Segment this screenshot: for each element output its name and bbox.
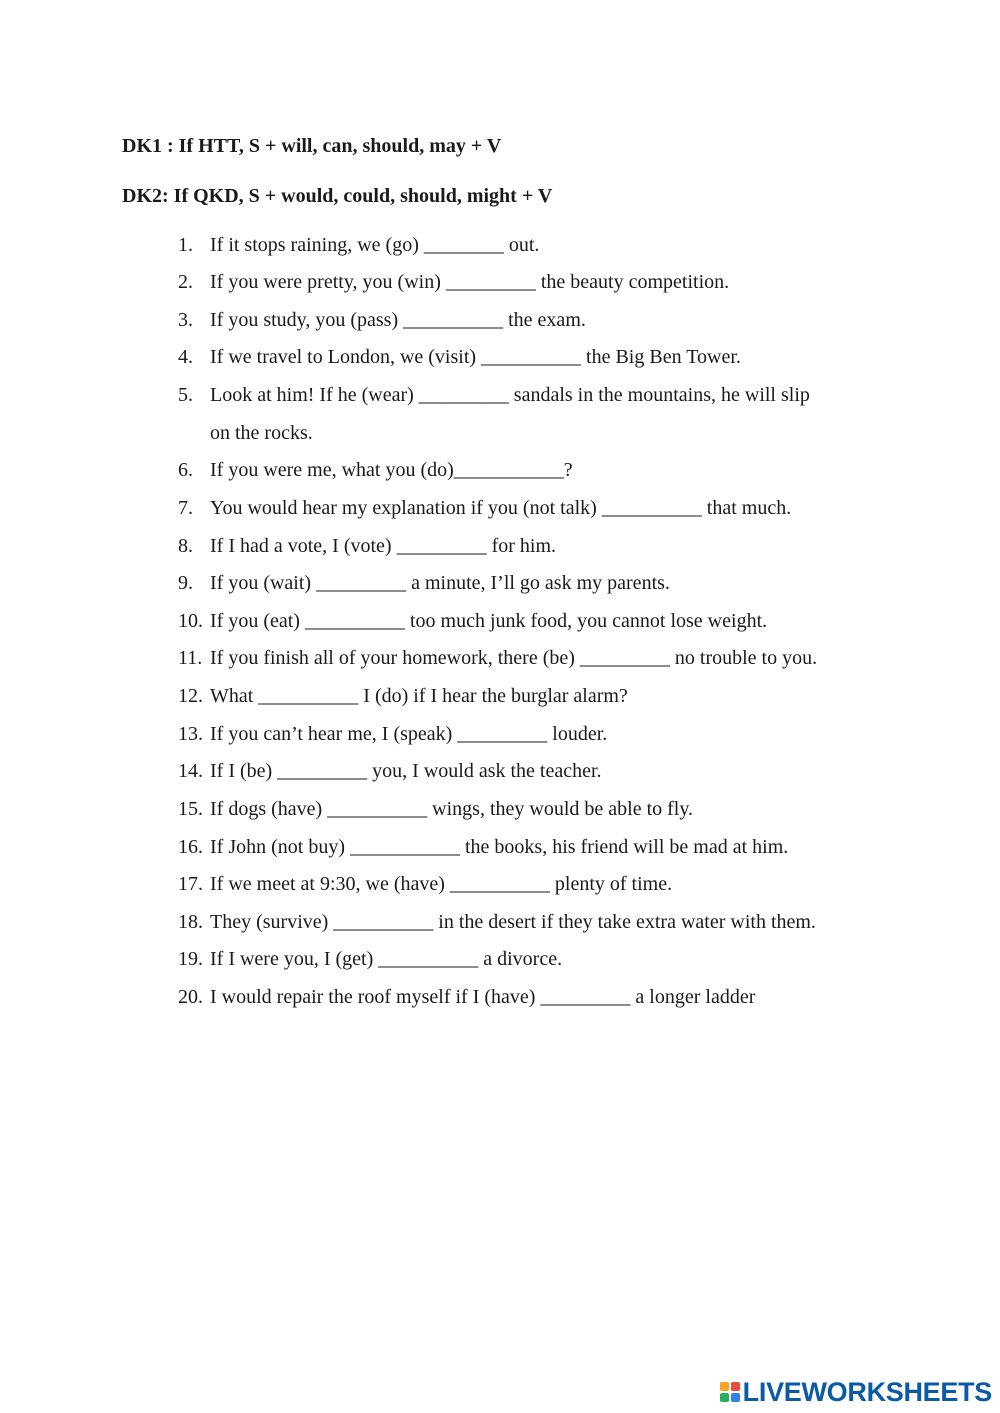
exercise-text: You would hear my explanation if you (not talk) __________ that much. <box>210 497 792 519</box>
exercise-number: 12. <box>178 685 203 707</box>
exercise-text: If John (not buy) ___________ the books, his friend will be mad at him. <box>210 836 789 858</box>
exercise-text: I would repair the roof myself if I (have) _________ a longer ladder <box>210 986 756 1008</box>
exercise-text: If it stops raining, we (go) ________ out. <box>210 234 540 256</box>
exercise-text: If you finish all of your homework, there (be) _________ no trouble to you. <box>210 647 818 669</box>
exercise-text: If you study, you (pass) __________ the exam. <box>210 309 586 331</box>
exercise-item <box>178 383 810 407</box>
exercise-item <box>178 458 573 482</box>
exercise-text: They (survive) __________ in the desert if they take extra water with them. <box>210 911 816 933</box>
liveworksheets-brand-text: LIVEWORKSHEETS <box>742 1376 992 1407</box>
exercise-number: 18. <box>178 911 203 933</box>
exercise-item <box>178 684 628 708</box>
exercise-item <box>178 609 767 633</box>
logo-square-icon <box>731 1393 740 1402</box>
exercise-text: Look at him! If he (wear) _________ sandals in the mountains, he will slip <box>210 384 810 406</box>
exercise-item <box>178 571 670 595</box>
exercise-number: 7. <box>178 497 193 519</box>
exercise-number: 5. <box>178 384 193 406</box>
logo-square-icon <box>720 1393 729 1402</box>
exercise-text: If dogs (have) __________ wings, they would be able to fly. <box>210 798 694 820</box>
logo-square-icon <box>720 1382 729 1391</box>
exercise-number: 6. <box>178 459 193 481</box>
exercise-item <box>178 910 816 934</box>
exercise-item <box>178 534 556 558</box>
exercise-item <box>178 985 755 1009</box>
exercise-number: 20. <box>178 986 203 1008</box>
exercise-number: 11. <box>178 647 203 669</box>
logo-square-icon <box>731 1382 740 1391</box>
exercise-number: 10. <box>178 610 203 632</box>
exercise-text: If I were you, I (get) __________ a divorce. <box>210 948 563 970</box>
exercise-number: 16. <box>178 836 203 858</box>
exercise-item <box>178 345 741 369</box>
exercise-text: If I had a vote, I (vote) _________ for him. <box>210 535 557 557</box>
exercise-item <box>178 872 672 896</box>
liveworksheets-logo[interactable] <box>720 1377 992 1407</box>
exercise-item <box>178 646 817 670</box>
exercise-number: 3. <box>178 309 193 331</box>
exercise-number: 8. <box>178 535 193 557</box>
exercise-number: 13. <box>178 723 203 745</box>
exercise-text: If you were me, what you (do)___________? <box>210 459 573 481</box>
exercise-item <box>178 835 788 859</box>
exercise-text-continued: on the rocks. <box>210 422 313 444</box>
exercise-item <box>178 233 539 257</box>
exercise-number: 1. <box>178 234 193 256</box>
exercise-text: If you (eat) __________ too much junk food, you cannot lose weight. <box>210 610 768 632</box>
exercise-text: If you can’t hear me, I (speak) _________ louder. <box>210 723 608 745</box>
exercise-item <box>178 496 791 520</box>
exercise-item <box>178 797 693 821</box>
exercise-item <box>178 759 602 783</box>
exercise-number: 9. <box>178 572 193 594</box>
exercise-text: If I (be) _________ you, I would ask the teacher. <box>210 760 602 782</box>
exercise-number: 4. <box>178 346 193 368</box>
exercise-text: If we travel to London, we (visit) __________ the Big Ben Tower. <box>210 346 741 368</box>
exercise-text: If you (wait) _________ a minute, I’ll go ask my parents. <box>210 572 670 594</box>
exercise-number: 19. <box>178 948 203 970</box>
exercise-item <box>178 947 562 971</box>
exercise-item <box>178 270 729 294</box>
liveworksheets-logo-icon <box>720 1382 740 1402</box>
rule-dk1: DK1 : If HTT, S + will, can, should, may + V <box>122 135 502 157</box>
exercise-number: 14. <box>178 760 203 782</box>
exercise-text: What __________ I (do) if I hear the burglar alarm? <box>210 685 628 707</box>
exercise-item <box>178 722 607 746</box>
exercise-number: 15. <box>178 798 203 820</box>
exercise-number: 17. <box>178 873 203 895</box>
exercise-text: If we meet at 9:30, we (have) __________ plenty of time. <box>210 873 673 895</box>
exercise-text: If you were pretty, you (win) _________ the beauty competition. <box>210 271 730 293</box>
exercise-item <box>178 308 586 332</box>
rule-dk2: DK2: If QKD, S + would, could, should, might + V <box>122 185 553 207</box>
exercise-number: 2. <box>178 271 193 293</box>
